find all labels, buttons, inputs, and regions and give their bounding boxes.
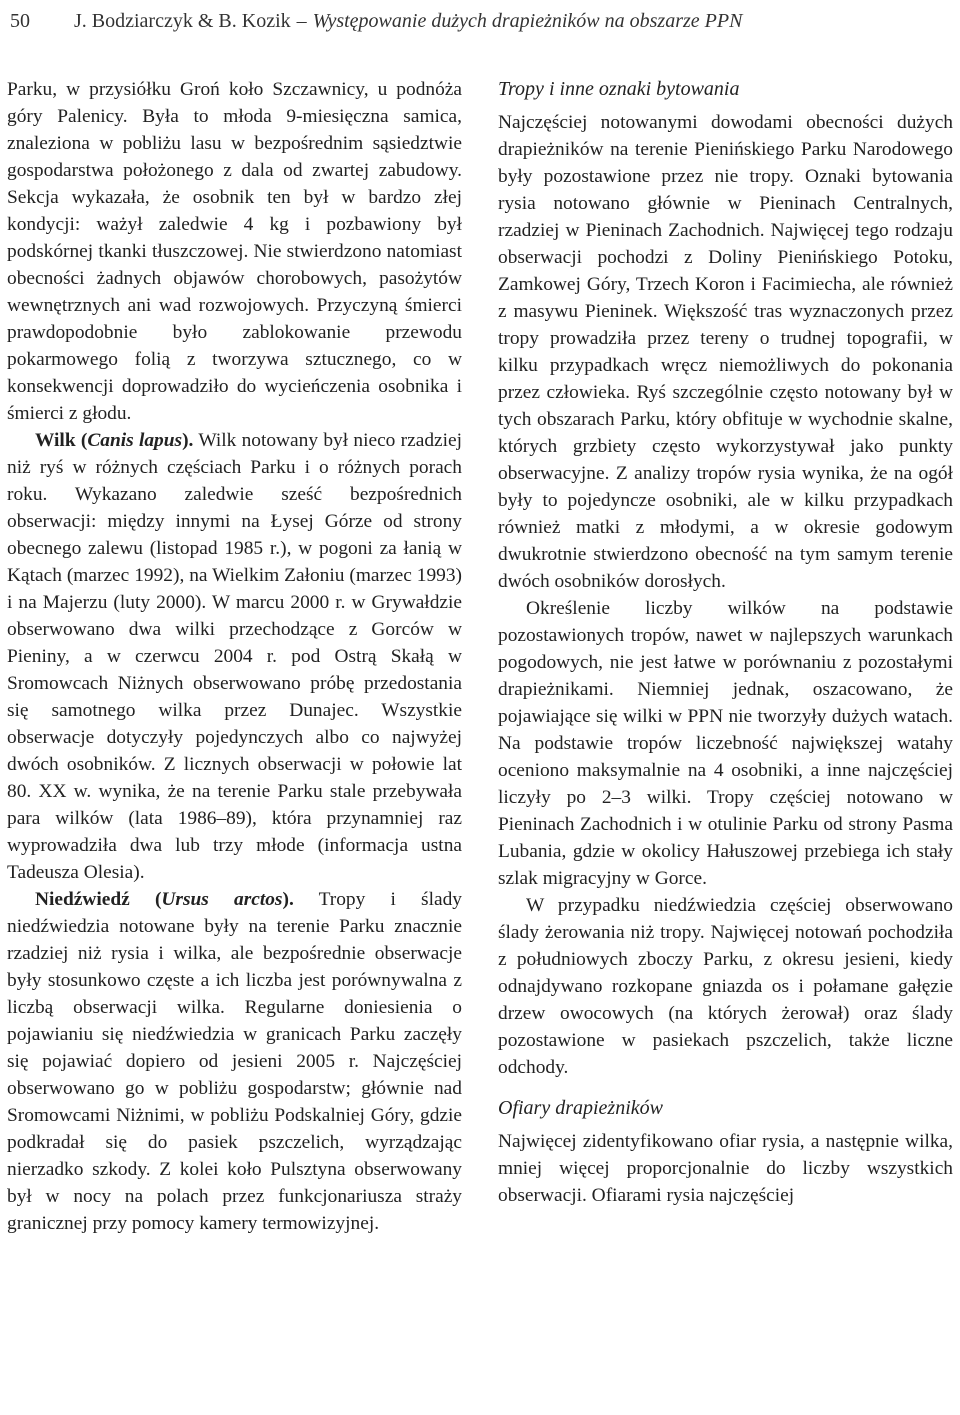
paragraph-bear xyxy=(7,886,462,1237)
header-title: Występowanie dużych drapieżników na obszarze PPN xyxy=(312,10,743,32)
header-separator: – xyxy=(296,10,307,32)
running-header xyxy=(10,6,950,36)
wolf-heading: Wilk (Canis lapus). xyxy=(35,430,194,451)
paragraph-wolf-count: Określenie liczby wilków na podstawie pozostawionych tropów, nawet w najlepszych warunkach pogodowych, nie jest łatwe w porównaniu z pozostałymi drapieżnikami. Niemniej jednak, oszacowano, że pojawiające się wilki w PPN nie tworzyły dużych watach. Na podstawie tropów liczebność największej watahy oceniono maksymalnie na 4 osobniki, a inne najczęściej liczyły po 2–3 wilki. Tropy częściej notowano w Pieninach Zachodnich i w otulinie Parku od strony Pasma Lubania, gdzie w okolicy Hałuszowej przebiega ich stały szlak migracyjny w Gorce. xyxy=(498,598,953,889)
paragraph-lynx-death: Parku, w przysiółku Groń koło Szczawnicy, u podnóża góry Palenicy. Była to młoda 9-miesięczna samica, znaleziona w pobliżu lasu w bezpośrednim sąsiedztwie gospodarstwa położonego z dala od zwartej zabudowy. Sekcja wykazała, że osobnik ten był w bardzo złej kondycji: ważył zaledwie 4 kg i pozbawiony był podskórnej tkanki tłuszczowej. Nie stwierdzono natomiast obecności żadnych objawów chorobowych, pasożytów wewnętrznych ani wad rozwojowych. Przyczyną śmierci prawdopodobnie było zablokowanie przewodu pokarmowego folią z tworzywa sztucznego, co w konsekwencji doprowadziło do wycieńczenia osobnika i śmierci z głodu. xyxy=(7,79,462,424)
bear-latin-name: Ursus arctos xyxy=(161,889,283,910)
section-heading-tracks: Tropy i inne oznaki bytowania xyxy=(498,78,740,100)
paragraph-tracks: Najczęściej notowanymi dowodami obecności dużych drapieżników na terenie Pienińskiego Parku Narodowego były pozostawione przez nie tropy. Oznaki bytowania rysia notowano głównie w Pieninach Centralnych, rzadziej w Pieninach Zachodnich. Najwięcej tego rodzaju obserwacji pochodzi z Doliny Pienińskiego Potoku, Zamkowej Góry, Trzech Koron i Facimiecha, ale również z masywu Pieninek. Większość tras wyznaczonych przez tropy prowadziła przez tereny o trudnej topografii, w kilku przypadkach wręcz niemożliwych do pokonania przez człowieka. Ryś szczególnie często notowany był w tych obszarach Parku, który obfituje w wychodnie skalne, których grzbiety często wykorzystywał jako punkty obserwacyjne. Z analizy tropów rysia wynika, że na ogół były to pojedyncze osobniki, ale w kilku przypadkach również matki z młodymi, a w okresie godowym dwukrotnie stwierdzono obecność na tym samym terenie dwóch osobników dorosłych. xyxy=(498,112,953,592)
paragraph-wolf xyxy=(7,427,462,886)
bear-heading: Niedźwiedź (Ursus arctos). xyxy=(35,889,294,910)
page-number: 50 xyxy=(10,10,30,32)
bear-text: Tropy i ślady niedźwiedzia notowane były na terenie Parku znacznie rzadziej niż rysia i wilka, ale bezpośrednie obserwacje były stosunkowo częste a ich liczba jest porównywalna z liczbą obserwacji wilka. Regularne doniesienia o pojawianiu się niedźwiedzia w granicach Parku zaczęły się pojawiać dopiero od jesieni 2005 r. Najczęściej obserwowano go w pobliżu gospodarstw; głównie nad Sromowcami Niżnimi, w pobliżu Podskalniej Góry, gdzie podkradał się do pasiek pszczelich, wyrządzając nierzadko szkody. Z kolei koło Pulsztyna obserwowany był w nocy na polach przez funkcjonariusza straży granicznej przy pomocy kamery termowizyjnej. xyxy=(7,889,462,1234)
wolf-text: Wilk notowany był nieco rzadziej niż ryś w różnych częściach Parku i o różnych porach roku. Wykazano zaledwie sześć bezpośrednich obserwacji: między innymi na Łysej Górze od strony obecnego zalewu (listopad 1985 r.), w pogoni za łanią w Kątach (marzec 1992), na Wielkim Załoniu (marzec 1993) i na Majerzu (luty 2000). W marcu 2000 r. w Grywałdzie obserwowano dwa wilki przechodzące z Gorców w Pieniny, a w czerwcu 2004 r. pod Ostrą Skałą w Sromowcach Niżnych obserwowano próbę przedostania się samotnego wilka przez Dunajec. Wszystkie obserwacje dotyczyły pojedynczych albo co najwyżej dwóch osobników. Z licznych obserwacji w połowie lat 80. XX w. wynika, że na terenie Parku stale przebywała para wilków (lata 1986–89), która przynamniej raz wyprowadziła dwa lub trzy młode (informacja ustna Tadeusza Olesia). xyxy=(7,430,463,883)
right-column xyxy=(498,76,953,1209)
header-authors: J. Bodziarczyk & B. Kozik xyxy=(74,10,291,32)
left-column xyxy=(7,76,462,1237)
paragraph-bear-signs: W przypadku niedźwiedzia częściej obserwowano ślady żerowania niż tropy. Najwięcej notowań pochodziła z południowych zboczy Parku, z okresu jesieni, kiedy odnajdywano rozkopane gniazda os i połamane gałęzie drzew owocowych (na których żerował) oraz ślady pozostawione w pasiekach pszczelich, także liczne odchody. xyxy=(498,895,953,1078)
wolf-latin-name: Canis lapus xyxy=(87,430,183,451)
paragraph-prey: Najwięcej zidentyfikowano ofiar rysia, a następnie wilka, mniej więcej proporcjonalnie do liczby wszystkich obserwacji. Ofiarami rysia najczęściej xyxy=(498,1131,953,1206)
section-heading-prey: Ofiary drapieżników xyxy=(498,1097,663,1119)
